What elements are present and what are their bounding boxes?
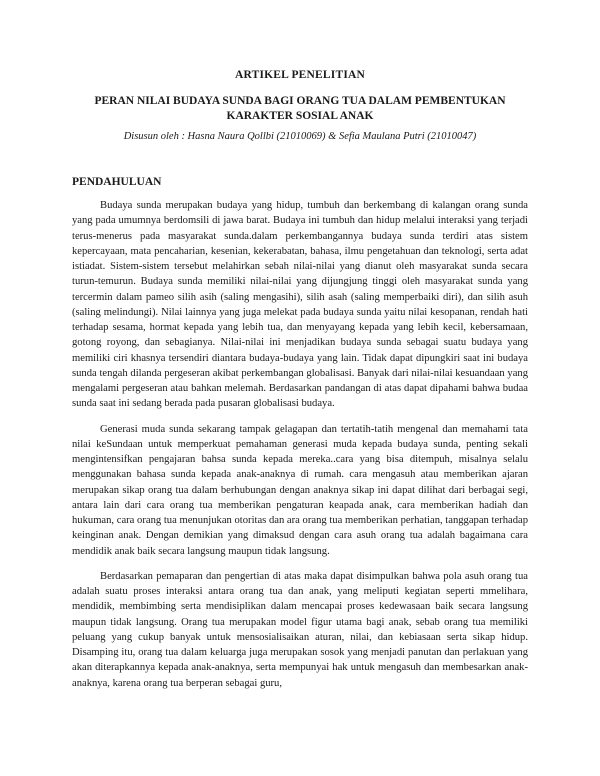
article-authors: Disusun oleh : Hasna Naura Qollbi (21010069) & Sefia Maulana Putri (21010047) (123, 131, 477, 142)
paragraph-3: Berdasarkan pemaparan dan pengertian di atas maka dapat disimpulkan bahwa pola asuh orang tua adalah suatu proses interaksi antara orang tua dan anak, yang meliputi kegiatan seperti mmelihara, mendidik, membimbing serta mendisiplikan dalam mencapai proses kedewasaan baik secara langsung maupun tidak langsung. Orang tua merupakan model figur utama bagi anak, sebab orang tua memiliki peluang yang cukup banyak untuk mensosialisaikan aturan, nilai, dan kebiasaan serta sikap hidup. Disamping itu, orang tua dalam keluarga juga merupakan sosok yang menjadi panutan dan perlakuan yang akan diterapkannya kepada anak-anaknya, serta mempunyai hak untuk mengasuh dan membesarkan anak-anaknya, karena orang tua berperan sebagai guru, (72, 570, 528, 689)
section-body (72, 198, 528, 701)
paragraph-1: Budaya sunda merupakan budaya yang hidup, tumbuh dan berkembang di kalangan orang sunda yang pada umumnya berdomsili di jawa barat. Budaya ini tumbuh dan hidup melalui interaksi yang terjadi terus-menerus pada masyarakat sunda.dalam perkembangannya budaya sunda terdiri atas sistem kepercayaan, mata pencaharian, kesenian, kekerabatan, bahasa, ilmu pengetahuan dan teknologi, serta adat istiadat. Sistem-sistem tersebut melahirkan sebah nilai-nilai yang dianut oleh masyarakat sunda secara turun-temurun. Budaya sunda memiliki nilai-nilai yang dijungjung tinggi oleh masyarakat sunda yang tercermin dalam pameo silih asih (saling mengasihi), silih asah (saling memperbaiki diri), dan silih asuh (saling melindungi). Nilai lainnya yang juga melekat pada budaya sunda yaitu nilai kesopanan, rendah hati terhadap sesama, hormat kepada yang lebih tua, dan menyayang kepada yang lebih kecil, kebersamaan, gotong royong, dan sebagianya. Nilai-nilai ini menjadikan budaya sunda sebagai suatu budaya yang memiliki ciri khasnya tersendiri diantara budaya-budaya yang lain. Tidak dapat dipungkiri saat ini budaya sunda tengah dilanda pergeseran akibat perkembangan globalisasi. Banyak dari nilai-nilai kesuandaan yang mengalami pergeseran atau bahkan melemah. Berdasarkan pandangan di atas dapat dipahami bahwa budaa sunda saat ini sedang berada pada pusaran globalisasi budaya. (72, 200, 528, 410)
paragraph-2: Generasi muda sunda sekarang tampak gelagapan dan tertatih-tatih mengenal dan memahami tata nilai keSundaan untuk memperkuat pemahaman generasi muda kepada budaya sunda, penting sekali mengintensifkan pengajaran bahsa sunda kepada mereka..cara yang bisa ditempuh, misalnya selalu menggunakan bahasa sunda kepada anak-anaknya di rumah. cara mengasuh atau memberikan ajaran merupakan sikap orang tua dalam berhubungan dengan anaknya sikap ini dapat dilihat dari berbagai segi, antara lain dari cara orang tua memberikan pengaturan keapada anak, cara memberikan hadiah dan hukuman, cara orang tua menunjukan otoritas dan ara orang tua memberikan perhatian, tanggapan terhadap keinginan anak. Dengan demikian yang dimaksud dengan cara asuh orang tua adalah bagaimana cara mendidik anak baik secara langsung maupun tidak langsung. (72, 423, 528, 557)
article-title: PERAN NILAI BUDAYA SUNDA BAGI ORANG TUA DALAM PEMBENTUKAN KARAKTER SOSIAL ANAK (94, 95, 506, 122)
section-heading: PENDAHULUAN (72, 176, 162, 188)
article-type-label: ARTIKEL PENELITIAN (234, 69, 366, 81)
